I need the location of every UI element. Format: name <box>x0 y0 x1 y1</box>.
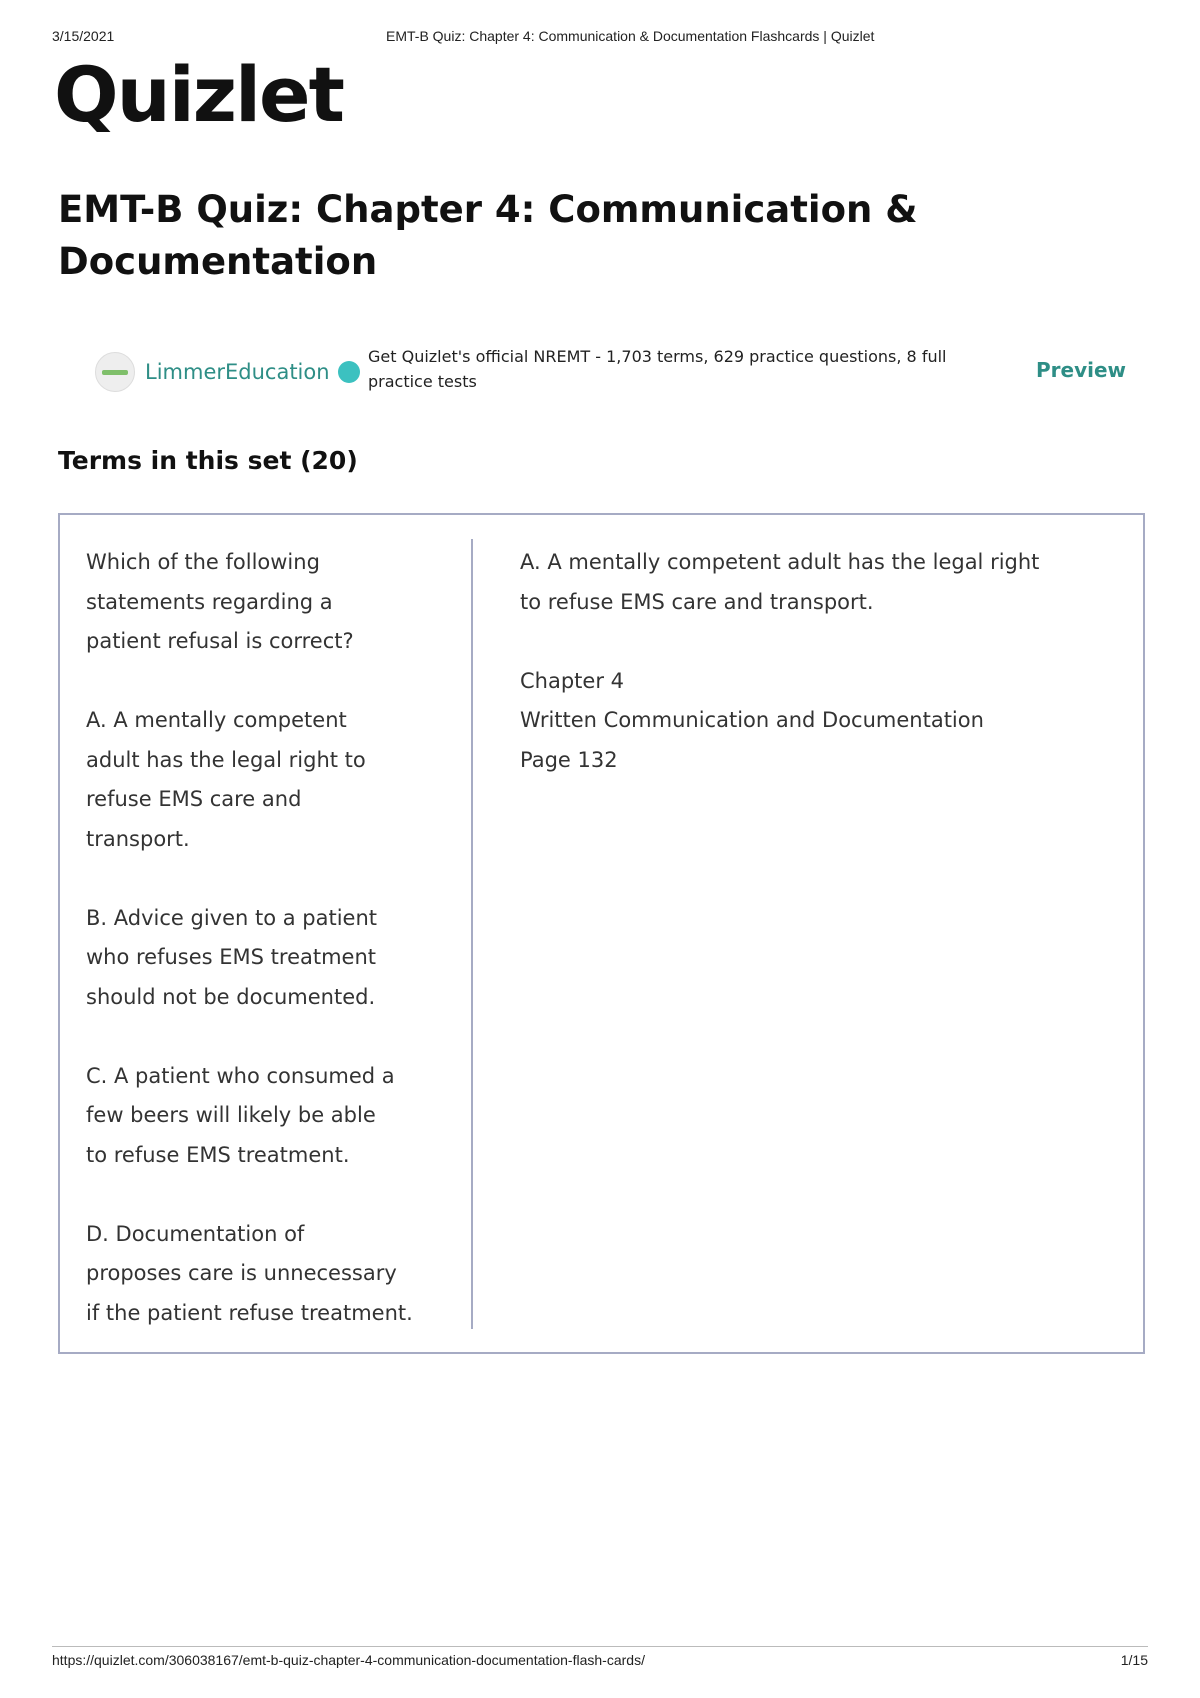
definition-line: Written Communication and Documentation <box>520 708 984 732</box>
definition-line: A. A mentally competent adult has the legal right <box>520 550 1040 574</box>
card-divider <box>471 539 473 1329</box>
verified-badge-icon <box>338 361 360 383</box>
term-line <box>86 1017 456 1057</box>
term-line: to refuse EMS treatment. <box>86 1142 350 1167</box>
term-line: statements regarding a <box>86 589 333 614</box>
term-line: should not be documented. <box>86 984 376 1009</box>
card-term <box>86 543 456 1333</box>
author-avatar[interactable] <box>95 352 135 392</box>
term-line: Which of the following <box>86 550 320 574</box>
term-line: if the patient refuse treatment. <box>86 1300 413 1325</box>
term-line: A. A mentally competent <box>86 708 347 732</box>
print-date: 3/15/2021 <box>52 28 115 44</box>
term-line: patient refusal is correct? <box>86 629 354 653</box>
term-line: who refuses EMS treatment <box>86 945 377 969</box>
term-line: C. A patient who consumed a <box>86 1063 395 1088</box>
flashcard <box>58 513 1145 1354</box>
avatar-logo-mark <box>102 370 128 375</box>
definition-line: Chapter 4 <box>520 668 624 693</box>
term-line: transport. <box>86 826 190 851</box>
term-line: proposes care is unnecessary <box>86 1261 397 1285</box>
term-line: B. Advice given to a patient <box>86 905 378 930</box>
term-line: D. Documentation of <box>86 1221 305 1246</box>
definition-line: Page 132 <box>520 747 618 772</box>
print-header <box>52 28 1148 48</box>
page-url[interactable]: https://quizlet.com/306038167/emt-b-quiz-chapter-4-communication-documentation-flash-cards/ <box>52 1652 645 1668</box>
footer-rule <box>52 1646 1148 1647</box>
page-number: 1/15 <box>1120 1652 1148 1668</box>
terms-heading: Terms in this set (20) <box>58 446 358 475</box>
definition-line: to refuse EMS care and transport. <box>520 589 874 614</box>
definition-line <box>520 622 1110 662</box>
author-info[interactable] <box>95 352 360 392</box>
print-footer <box>52 1652 1148 1672</box>
term-line <box>86 1175 456 1215</box>
term-line <box>86 662 456 702</box>
quizlet-logo[interactable]: Quizlet <box>54 50 343 139</box>
term-line: adult has the legal right to <box>86 747 366 772</box>
card-definition <box>520 543 1110 780</box>
term-line: few beers will likely be able <box>86 1103 376 1127</box>
term-line: refuse EMS care and <box>86 787 302 811</box>
term-line <box>86 859 456 899</box>
print-title: EMT-B Quiz: Chapter 4: Communication & Documentation Flashcards | Quizlet <box>386 28 875 44</box>
preview-link[interactable]: Preview <box>1036 358 1127 382</box>
author-name[interactable]: LimmerEducation <box>145 360 330 384</box>
promo-text: Get Quizlet's official NREMT - 1,703 terms, 629 practice questions, 8 full practice tests <box>368 347 947 391</box>
set-title: EMT-B Quiz: Chapter 4: Communication & Documentation <box>58 188 918 283</box>
